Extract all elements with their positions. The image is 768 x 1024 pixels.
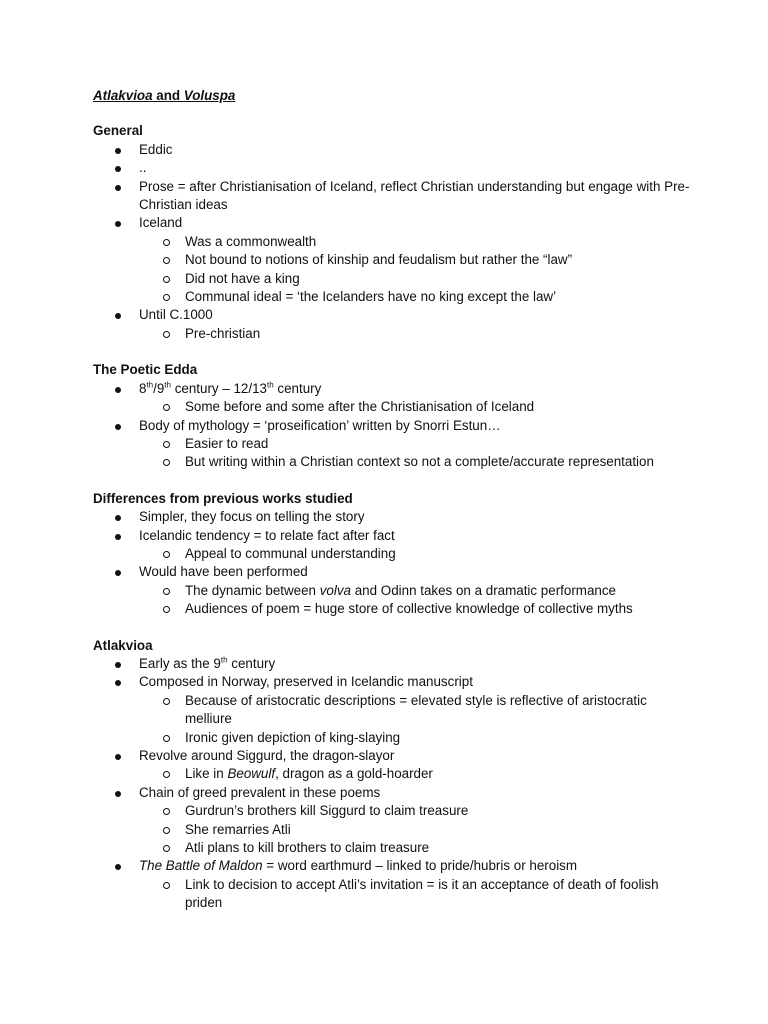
bullet-icon [115,864,121,870]
list-item: Body of mythology = ‘proseification’ written by Snorri Estun… [93,417,693,435]
hollow-bullet-icon [163,588,170,595]
title-atlakvioa: Atlakvioa [93,88,153,103]
list-item: Eddic [93,141,693,159]
list-item: The Battle of Maldon = word earthmurd – linked to pride/hubris or heroism [93,857,693,875]
bullet-icon [115,680,121,686]
section-heading: The Poetic Edda [93,362,198,378]
bullet-icon [115,570,121,576]
sub-list-item: Did not have a king [93,270,693,288]
sub-list-item: Pre-christian [93,325,693,343]
hollow-bullet-icon [163,294,170,301]
bullet-list [93,380,693,472]
sub-list-item: But writing within a Christian context so not a complete/accurate representation [93,453,693,471]
section-poetic-edda [93,361,693,471]
title-and: and [152,88,184,103]
sub-list-item: Communal ideal = ‘the Icelanders have no king except the law’ [93,288,693,306]
bullet-icon [115,662,121,668]
hollow-bullet-icon [163,551,170,558]
sub-list-item: Not bound to notions of kinship and feudalism but rather the “law” [93,251,693,269]
bullet-icon [115,221,121,227]
list-item: Simpler, they focus on telling the story [93,508,693,526]
sub-list-item: Link to decision to accept Atli’s invitation = is it an acceptance of death of foolish priden [93,876,693,913]
bullet-icon [115,387,121,393]
hollow-bullet-icon [163,257,170,264]
hollow-bullet-icon [163,845,170,852]
list-item: Chain of greed prevalent in these poems [93,784,693,802]
section-heading: Differences from previous works studied [93,490,353,506]
list-item: Would have been performed [93,563,693,581]
list-item: Revolve around Siggurd, the dragon-slayor [93,747,693,765]
sub-list-item: The dynamic between volva and Odinn takes on a dramatic performance [93,582,693,600]
list-item: Composed in Norway, preserved in Icelandic manuscript [93,673,693,691]
hollow-bullet-icon [163,771,170,778]
document-title [93,87,693,105]
list-item: Iceland [93,214,693,232]
hollow-bullet-icon [163,808,170,815]
sub-list-item: Audiences of poem = huge store of collective knowledge of collective myths [93,600,693,618]
hollow-bullet-icon [163,331,170,338]
document-body [93,87,693,931]
bullet-icon [115,424,121,430]
bullet-icon [115,534,121,540]
bullet-icon [115,313,121,319]
hollow-bullet-icon [163,404,170,411]
section-heading: Atlakvioa [93,637,153,653]
bullet-list [93,508,693,618]
hollow-bullet-icon [163,441,170,448]
section-differences [93,490,693,619]
list-item: .. [93,159,693,177]
sub-list-item: Was a commonwealth [93,233,693,251]
sub-list-item: Appeal to communal understanding [93,545,693,563]
list-item: Early as the 9th century [93,655,693,673]
hollow-bullet-icon [163,698,170,705]
section-heading: General [93,123,143,139]
list-item: Until C.1000 [93,306,693,324]
bullet-list [93,141,693,343]
bullet-icon [115,754,121,760]
sub-list-item: Some before and some after the Christianisation of Iceland [93,398,693,416]
section-general [93,122,693,343]
title-voluspa: Voluspa [183,88,236,103]
bullet-icon [115,148,121,154]
sub-list-item: Like in Beowulf, dragon as a gold-hoarder [93,765,693,783]
hollow-bullet-icon [163,735,170,742]
hollow-bullet-icon [163,882,170,889]
sub-list-item: Because of aristocratic descriptions = elevated style is reflective of aristocratic melliure [93,692,693,729]
list-item: Icelandic tendency = to relate fact after fact [93,527,693,545]
sub-list-item: Atli plans to kill brothers to claim treasure [93,839,693,857]
sub-list-item: Easier to read [93,435,693,453]
list-item: Prose = after Christianisation of Iceland, reflect Christian understanding but engage with Pre-Christian ideas [93,178,693,215]
bullet-icon [115,185,121,191]
section-atlakvioa [93,637,693,913]
hollow-bullet-icon [163,827,170,834]
bullet-icon [115,791,121,797]
hollow-bullet-icon [163,459,170,466]
list-item: 8th/9th century – 12/13th century [93,380,693,398]
sub-list-item: Ironic given depiction of king-slaying [93,729,693,747]
hollow-bullet-icon [163,239,170,246]
sub-list-item: She remarries Atli [93,821,693,839]
hollow-bullet-icon [163,276,170,283]
sub-list-item: Gurdrun’s brothers kill Siggurd to claim treasure [93,802,693,820]
bullet-icon [115,166,121,172]
hollow-bullet-icon [163,606,170,613]
bullet-list [93,655,693,913]
bullet-icon [115,515,121,521]
